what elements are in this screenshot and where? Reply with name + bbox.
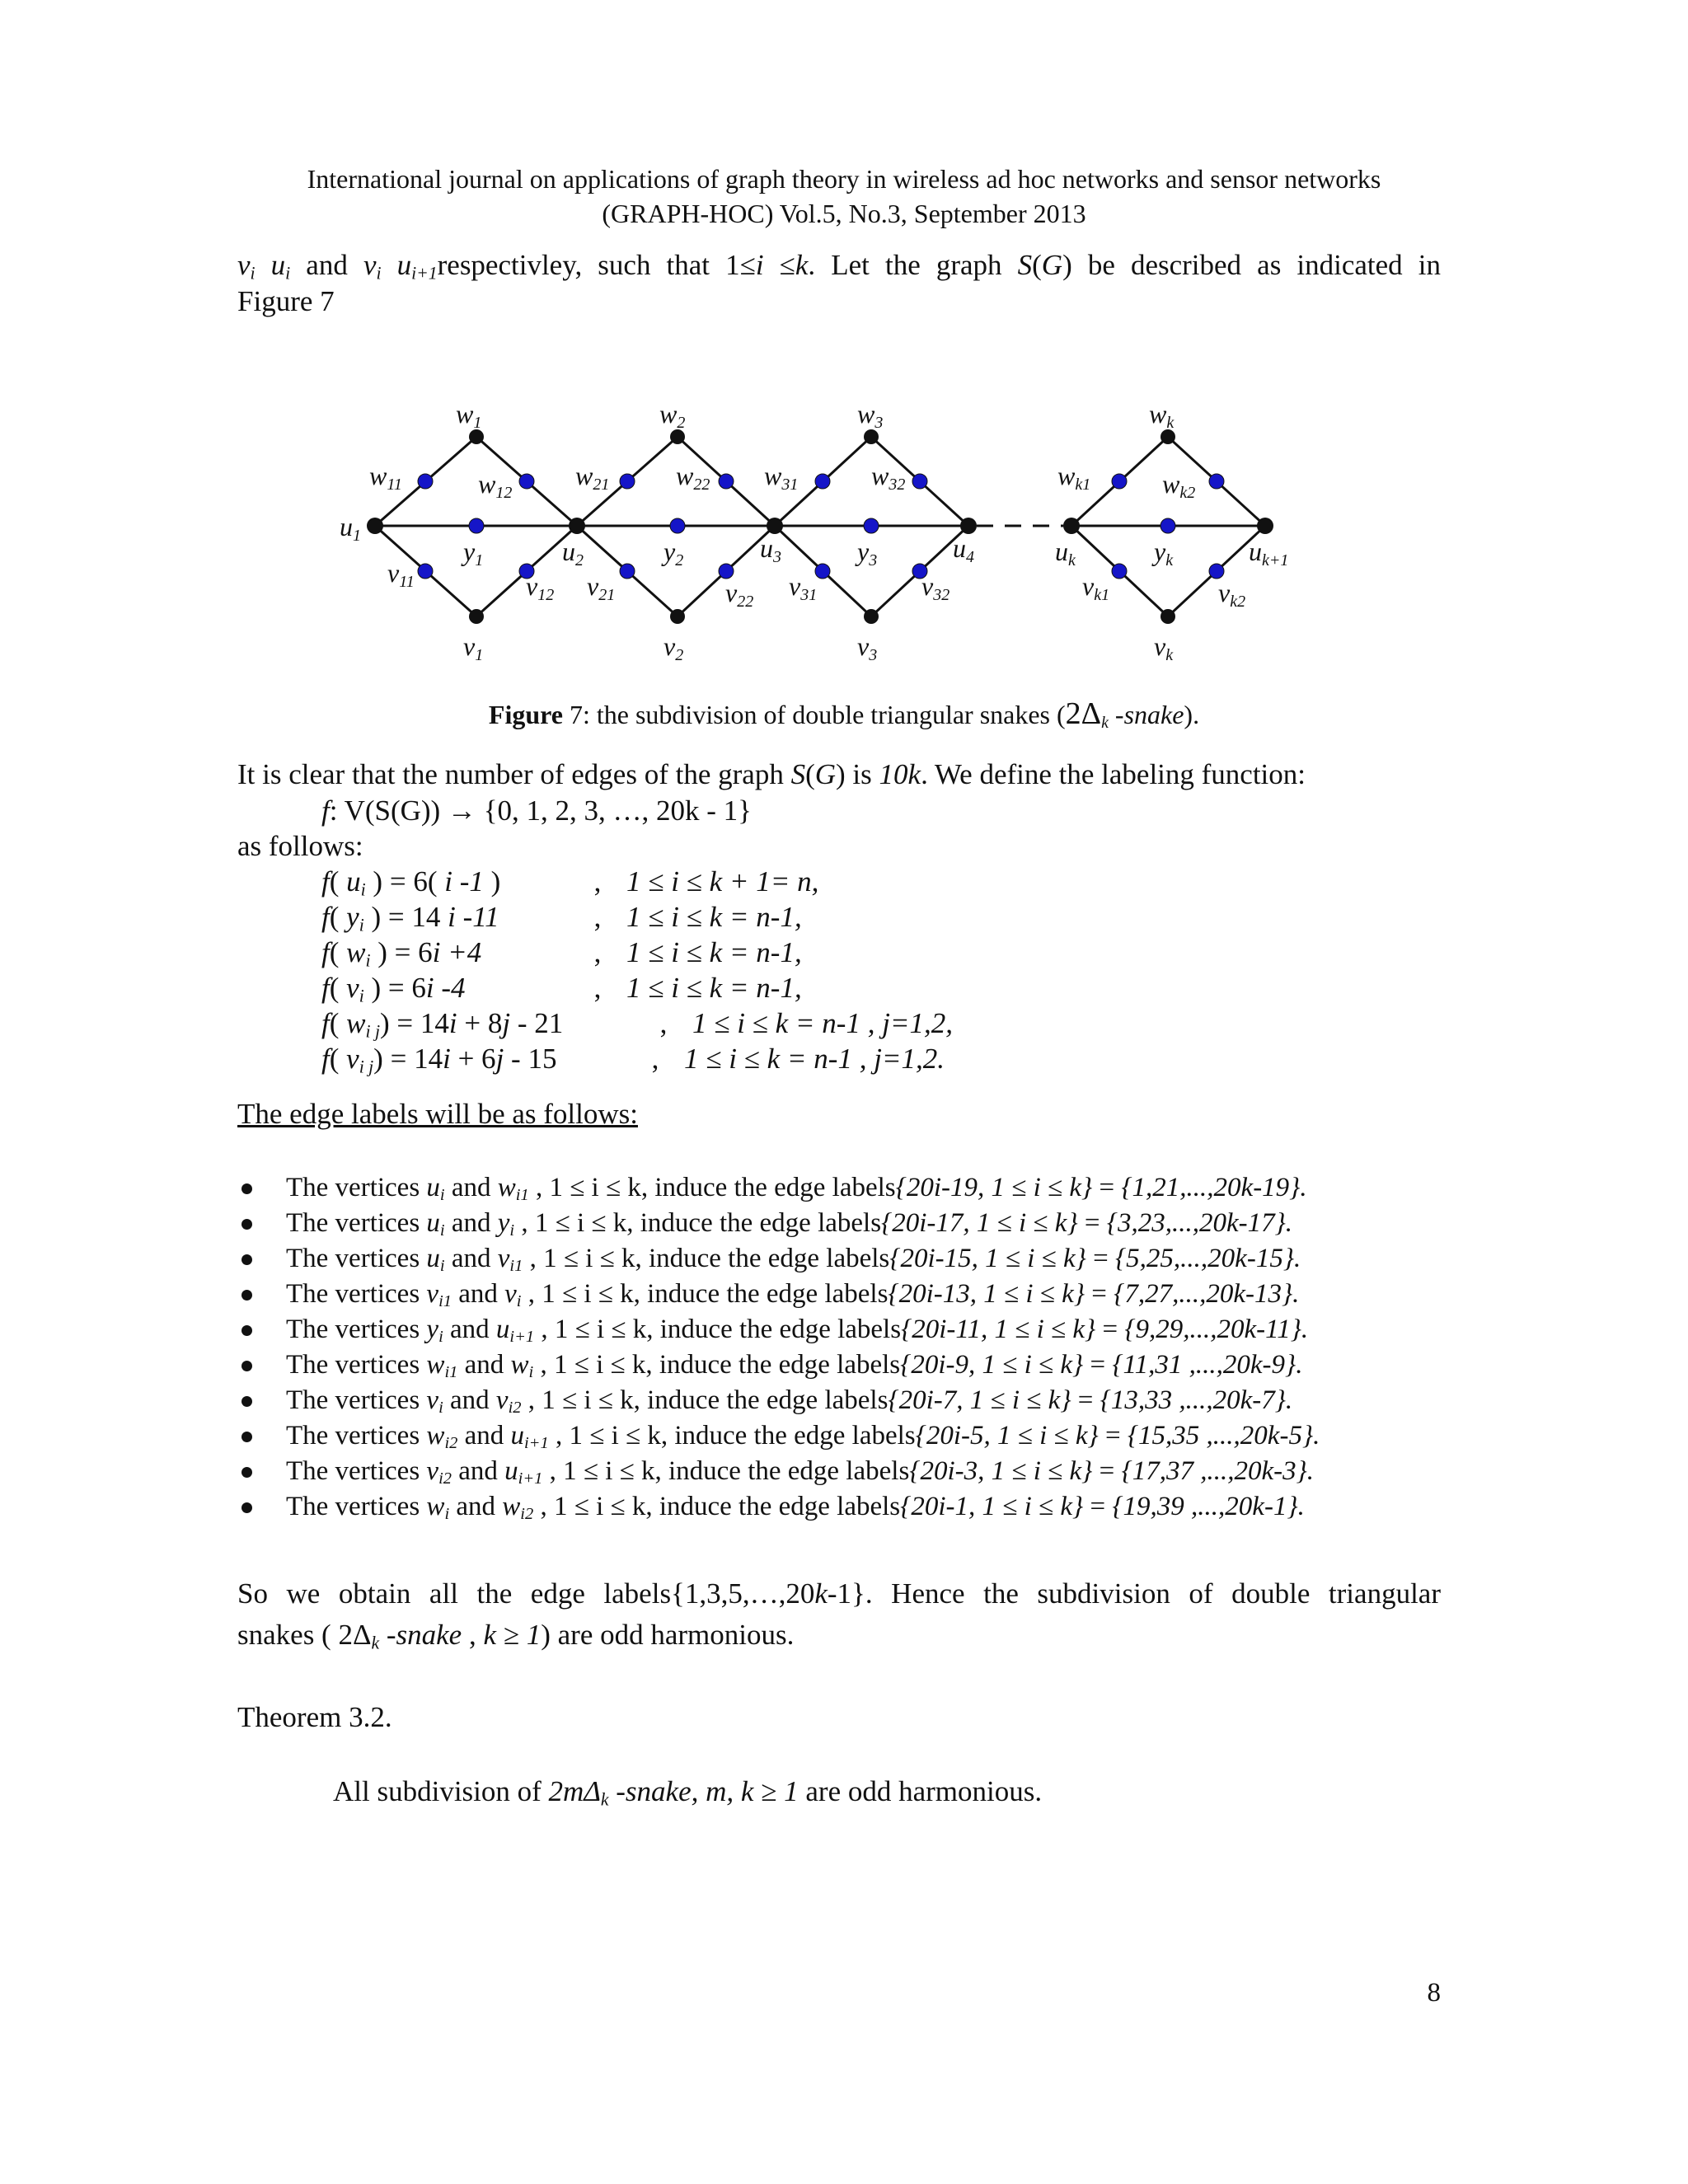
svg-text:w1: w1 (456, 399, 482, 432)
vertex-v2 (670, 609, 685, 624)
svg-text:v31: v31 (789, 571, 818, 604)
vertex-wk2 (1209, 474, 1224, 489)
vertex-vk1 (1112, 564, 1127, 579)
edge-label-item: The vertices $w_i$ and $w_{i2}$ , 1 ≤ i ≤ k, induce the edge labels{20i-1, 1 ≤ i ≤ k} = {19,39 ,...,20k-1}. (235, 1489, 1455, 1525)
def-row-y: f( $y_i$ ) = 14 i -11 , 1 ≤ i ≤ k = n-1, (321, 901, 802, 935)
svg-text:y3: y3 (857, 537, 878, 569)
edge-label-item: The vertices $v_{i2}$ and $u_{i+1}$ , 1 ≤ i ≤ k, induce the edge labels{20i-3, 1 ≤ i ≤ k} = {17,37 ,...,20k-3}. (235, 1454, 1455, 1489)
edge-label-item: The vertices $v_i$ and $v_{i2}$ , 1 ≤ i ≤ k, induce the edge labels{20i-7, 1 ≤ i ≤ k} = {13,33 ,...,20k-7}. (235, 1383, 1455, 1418)
edge-label-item: The vertices $v_{i1}$ and $v_i$ , 1 ≤ i ≤ k, induce the edge labels{20i-13, 1 ≤ i ≤ k} = {7,27,...,20k-13}. (235, 1277, 1455, 1312)
svg-text:w2: w2 (659, 399, 686, 432)
intro-line2: Figure 7 (237, 285, 335, 317)
svg-text:v11: v11 (387, 558, 415, 591)
def-row-u: f( $u_i$ ) = 6( i -1 ) , 1 ≤ i ≤ k + 1= n, (321, 865, 819, 900)
svg-text:v12: v12 (526, 571, 555, 604)
vertex-wk1 (1112, 474, 1127, 489)
svg-text:v2: v2 (663, 631, 684, 664)
svg-text:w22: w22 (676, 461, 710, 494)
vertex-uk1 (1257, 518, 1273, 534)
vertex-u4 (960, 518, 977, 534)
svg-text:wk: wk (1149, 399, 1175, 432)
edge-label-item: The vertices $u_i$ and $v_{i1}$ , 1 ≤ i ≤ k, induce the edge labels{20i-15, 1 ≤ i ≤ k} = {5,25,...,20k-15}. (235, 1241, 1455, 1277)
vertex-w22 (719, 474, 734, 489)
def-row-v: f( $v_i$ ) = 6i -4 , 1 ≤ i ≤ k = n-1, (321, 972, 802, 1006)
svg-text:v1: v1 (463, 631, 484, 664)
svg-text:wk2: wk2 (1162, 469, 1196, 502)
vertex-v3 (864, 609, 879, 624)
def-row-vij: f( $v_{i j}) = 14i + 6j - 15$ , 1 ≤ i ≤ k = n-1 , j=1,2. (321, 1043, 945, 1077)
def-row-wij: f( $w_{i j}) = 14i + 8j - 21$ , 1 ≤ i ≤ k = n-1 , j=1,2, (321, 1007, 954, 1042)
svg-text:uk: uk (1055, 537, 1076, 569)
svg-text:w32: w32 (871, 461, 906, 494)
svg-text:w21: w21 (575, 461, 610, 494)
svg-text:u4: u4 (953, 533, 974, 566)
vertex-u3 (767, 518, 783, 534)
labeling-definitions (321, 864, 953, 1076)
vertex-u1 (367, 518, 383, 534)
vertex-v21 (620, 564, 635, 579)
svg-text:u1: u1 (340, 512, 361, 545)
vertex-w12 (519, 474, 534, 489)
edge-labels-list (235, 1170, 1455, 1525)
vertex-w31 (815, 474, 830, 489)
svg-text:w3: w3 (857, 399, 884, 432)
svg-text:w11: w11 (369, 461, 402, 494)
svg-text:v21: v21 (587, 571, 616, 604)
vertex-y3 (864, 518, 879, 533)
figure-caption: Figure 7: the subdivision of double triangular snakes ($2\Delta_k$ -snake). (488, 696, 1200, 732)
edge-labels-heading: The edge labels will be as follows: (237, 1098, 638, 1130)
vertex-v31 (815, 564, 830, 579)
conclusion-line1: So we obtain all the edge labels{1,3,5,…,20k-1}. Hence the subdivision of double triangular (237, 1577, 1441, 1610)
edge-label-item: The vertices $w_{i1}$ and $w_i$ , 1 ≤ i ≤ k, induce the edge labels{20i-9, 1 ≤ i ≤ k} = {11,31 ,...,20k-9}. (235, 1347, 1455, 1383)
svg-text:vk: vk (1154, 631, 1174, 664)
svg-text:yk: yk (1154, 537, 1174, 569)
svg-text:v32: v32 (921, 571, 950, 604)
vertex-u2 (569, 518, 585, 534)
def-row-w: f( $w_i$ ) = 6i +4 , 1 ≤ i ≤ k = n-1, (321, 936, 802, 971)
journal-header-line1: International journal on applications of graph theory in wireless ad hoc networks and sensor networks (307, 164, 1381, 194)
vertex-v11 (418, 564, 433, 579)
edge-label-item: The vertices $w_{i2}$ and $u_{i+1}$ , 1 ≤ i ≤ k, induce the edge labels{20i-5, 1 ≤ i ≤ k} = {15,35 ,...,20k-5}. (235, 1418, 1455, 1454)
svg-text:y2: y2 (663, 537, 684, 569)
vertex-w32 (912, 474, 927, 489)
vertex-y1 (469, 518, 484, 533)
theorem-statement: All subdivision of $2m\Delta_k$ -snake, m, k ≥ 1 are odd harmonious. (333, 1775, 1043, 1810)
edge-label-item: The vertices $u_i$ and $y_i$ , 1 ≤ i ≤ k, induce the edge labels{20i-17, 1 ≤ i ≤ k} = {3,23,...,20k-17}. (235, 1206, 1455, 1241)
conclusion-line2: snakes ( $2\Delta_k$ -snake , k ≥ 1) are odd harmonious. (237, 1619, 795, 1653)
vertex-w21 (620, 474, 635, 489)
svg-text:u2: u2 (562, 537, 584, 569)
svg-text:w12: w12 (478, 469, 513, 502)
vertex-y2 (670, 518, 685, 533)
svg-text:v3: v3 (857, 631, 878, 664)
edge-label-item: The vertices $y_i$ and $u_{i+1}$ , 1 ≤ i ≤ k, induce the edge labels{20i-11, 1 ≤ i ≤ k} = {9,29,...,20k-11}. (235, 1312, 1455, 1347)
svg-text:w31: w31 (764, 461, 799, 494)
edge-label-item: The vertices $u_i$ and $w_{i1}$ , 1 ≤ i ≤ k, induce the edge labels{20i-19, 1 ≤ i ≤ k} = {1,21,...,20k-19}. (235, 1170, 1455, 1206)
as-follows: as follows: (237, 830, 363, 862)
intro-line1: $v_i$ $u_i$ and $v_i$ $u_{i+1}respectivley$, such that 1≤i ≤k. Let the graph S(G) be described as indicated in (237, 249, 1441, 284)
theorem-title: Theorem 3.2. (237, 1701, 392, 1733)
vertex-vk (1160, 609, 1175, 624)
svg-text:wk1: wk1 (1057, 461, 1091, 494)
svg-text:vk1: vk1 (1082, 571, 1110, 604)
vertex-v22 (719, 564, 734, 579)
double-triangular-snake-figure (0, 387, 1688, 684)
svg-text:u3: u3 (760, 533, 781, 566)
vertex-v1 (469, 609, 484, 624)
svg-text:v22: v22 (725, 578, 754, 611)
vertex-w11 (418, 474, 433, 489)
svg-text:vk2: vk2 (1218, 578, 1246, 611)
labeling-function: f: V(S(G)) → {0, 1, 2, 3, …, 20k - 1} (321, 794, 752, 827)
svg-text:uk+1: uk+1 (1249, 537, 1289, 569)
svg-text:y1: y1 (463, 537, 484, 569)
journal-header-line2: (GRAPH-HOC) Vol.5, No.3, September 2013 (602, 199, 1086, 228)
edges-count-paragraph: It is clear that the number of edges of the graph S(G) is 10k. We define the labeling function: (237, 758, 1306, 790)
vertex-vk2 (1209, 564, 1224, 579)
vertex-yk (1160, 518, 1175, 533)
vertex-uk (1063, 518, 1080, 534)
page-number: 8 (1427, 1978, 1441, 2008)
